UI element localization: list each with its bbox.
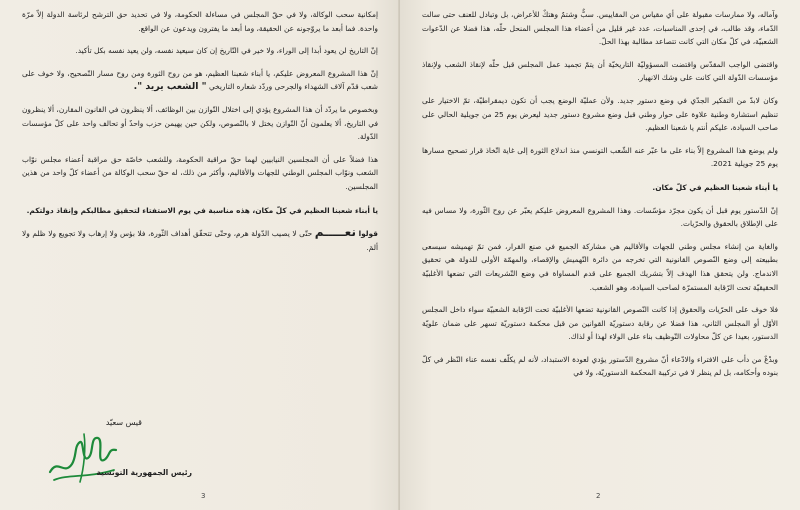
paragraph: وكان لابدّ من التفكير الجدّي في وضع دستور جديد. ولأن عمليّة الوضع يجب أن تكون ديمقراطيّة، تمّ الاختيار على تنظيم استشارة وطنية علاوة على حوار وطني قبل وضع مشروع دستور جديد ليعرض يوم 25 من جويلية الحالي على صاحب السيادة، عليكم أنتم يا شعبنا العظيم. [422,95,778,133]
paragraph: هذا فضلاً على أن المجلسين النيابيين لهما حقّ مراقبة الحكومة، وللشعب خاصّة حق مراقبة أعضاء مجلس نوّاب الشعب ونوّاب المجلس الوطني للجهات والأقاليم، وأكثر من ذلك، له حقّ سحب الوكالة من أعضاء كلّ واحد من هذين المجلسين. [22,154,378,191]
paragraph: والغاية من إنشاء مجلس وطني للجهات والأقاليم هي مشاركة الجميع في صنع القرار، فمن تمّ تهميشه سيسعى بطبيعته إلى وضع النّصوص القانونية التي تخرجه من دائرة التّهميش والإقصاء، والمهمّة الأولى للدولة هي تحقيق الاندماج. ولن يتحقق هذا الهدف إلاّ بتشريك الجميع على قدم المساواة في وضع التّشريعات التي تضعها الأغلبيّة الحقيقيّة تحت الرّقابة المستمرّة لصاحب السيادة، وهو الشعب. [422,241,778,292]
signer-name: قيس سعيّد [105,418,142,427]
page-number: 2 [596,492,601,501]
paragraph-text: إنّ هذا المشروع المعروض عليكم، يا أبناء شعبنا العظيم، هو من روح الثورة ومن روح مسار التّصحيح، ولا خوف على شعب قدّم آلاف الشهداء والجرحى وردّد شعاره التاريخي [22,68,378,92]
slogan-quote: " الشعب يريد ". [133,81,207,93]
signature-block [44,416,194,494]
paragraph: فلا خوف على الحرّيات والحقوق إذا كانت النّصوص القانونية تضعها الأغلبيّة تحت الرّقابة الشعبيّة سواء داخل المجلس الأوّل أو المجلس الثاني، هذا فضلا عن رقابة دستوريّة القوانين من قبل محكمة دستوريّة تسهر على ضمان علويّة الدستور، بعيدا عن كلّ محاولات التّوظيف بناء على الولاء لهذا أو لذاك. [422,305,778,342]
paragraph: وبدْعٌ من دأب على الافتراء والادّعاء أنّ مشروع الدّستور يؤدي لعودة الاستبداد، لأنه لم يكلّف نفسه عناء النّظر في كلّ بنوده وأحكامه، بل لم ينظر لا في تركيبة المحكمة الدستوريّة، ولا في [422,354,778,378]
yes-word: نعـــــم [314,225,356,240]
paragraph: إنّ التاريخ لن يعود أبدا إلى الوراء، ولا خير في التّاريخ إن كان سيعيد نفسه، ولن يعيد نفسه بكل تأكيد. [75,46,378,56]
signer-title: رئيس الجمهورية التونسية [96,468,192,477]
paragraph: إمكانية سحب الوكالة، ولا في حقّ المجلس في مساءلة الحكومة، ولا في تحديد حق الترشح لرئاسة الدولة إلاّ مرّة واحدة. فما أبعد ما يروّجونه عن الحقيقة، وما أبعد ما يفترون ويدعون عن الواقع. [22,10,378,33]
page-right [400,0,800,510]
paragraph: إنّ الدّستور يوم قبل أن يكون مجرّد مؤسّسات. وهذا المشروع المعروض عليكم يعبّر عن روح الثّورة، ولا مساس فيه على الإطلاق بالحقوق والحرّيات. [422,205,778,229]
paragraph: وآماله، ولا ممارسات مقبولة على أي مقياس من المقاييس. سبٌّ وشتمٌ وهتكٌ للأعراض، بل وتبادل للعنف حتى سالت الدّماء، وقد طالب، في إحدى المناسبات، عدد غير قليل من أعضاء هذا المجلس المنحل حلّه، هذا فضلا عن الدّعوات الشعبيّة، في كلّ مكان التي كانت تتصاعد مطالبة بهذا الحلّ. [422,10,778,47]
say-word: قولوا [358,229,378,239]
paragraph: واقتضى الواجب المقدّس واقتضت المسؤوليّة التاريخيّة أن يتمّ تجميد عمل المجلس قبل حلّه لإنقاذ الشعب ولإنقاذ مؤسسات الدّولة التي كانت على وشك الانهيار. [422,59,778,83]
call-paragraph: يا أبناء شعبنا العظيم في كلّ مكان، هذه مناسبة في يوم الاستفتاء لتحقيق مطالبكم وإنقاذ دولتكم. [26,205,378,215]
section-heading: يا أبناء شعبنا العظيم في كلّ مكان. [652,182,778,192]
paragraph [22,226,378,254]
paragraph [22,67,378,94]
paragraph-text: حتّى لا يصيب الدّولة هرم، وحتّى تتحقّق أهداف الثّورة، فلا بؤس ولا إرهاب ولا تجويع ولا ظلم ولا ألمَ. [22,229,378,252]
paragraph: ولم يوضع هذا المشروع إلاّ بناء على ما عبّر عنه الشّعب التونسي منذ اندلاع الثورة إلى غاية اتّخاذ قرار تصحيح مسارها يوم 25 جويلية 2021. [422,145,778,169]
page-number: 3 [201,492,206,501]
paragraph: وبخصوص ما يردّد أن هذا المشروع يؤدي إلى اختلال التّوازن بين الوظائف، ألا ينظرون في القانون المقارن، ألا ينظرون في التاريخ، ألا يعلمون أنّ التّوازن يختل لا بالنّصوص، ولكن حين يهيمن حزب واحدٌ أو تحالف واحد على كلّ مؤسسات الدّولة. [22,104,378,142]
